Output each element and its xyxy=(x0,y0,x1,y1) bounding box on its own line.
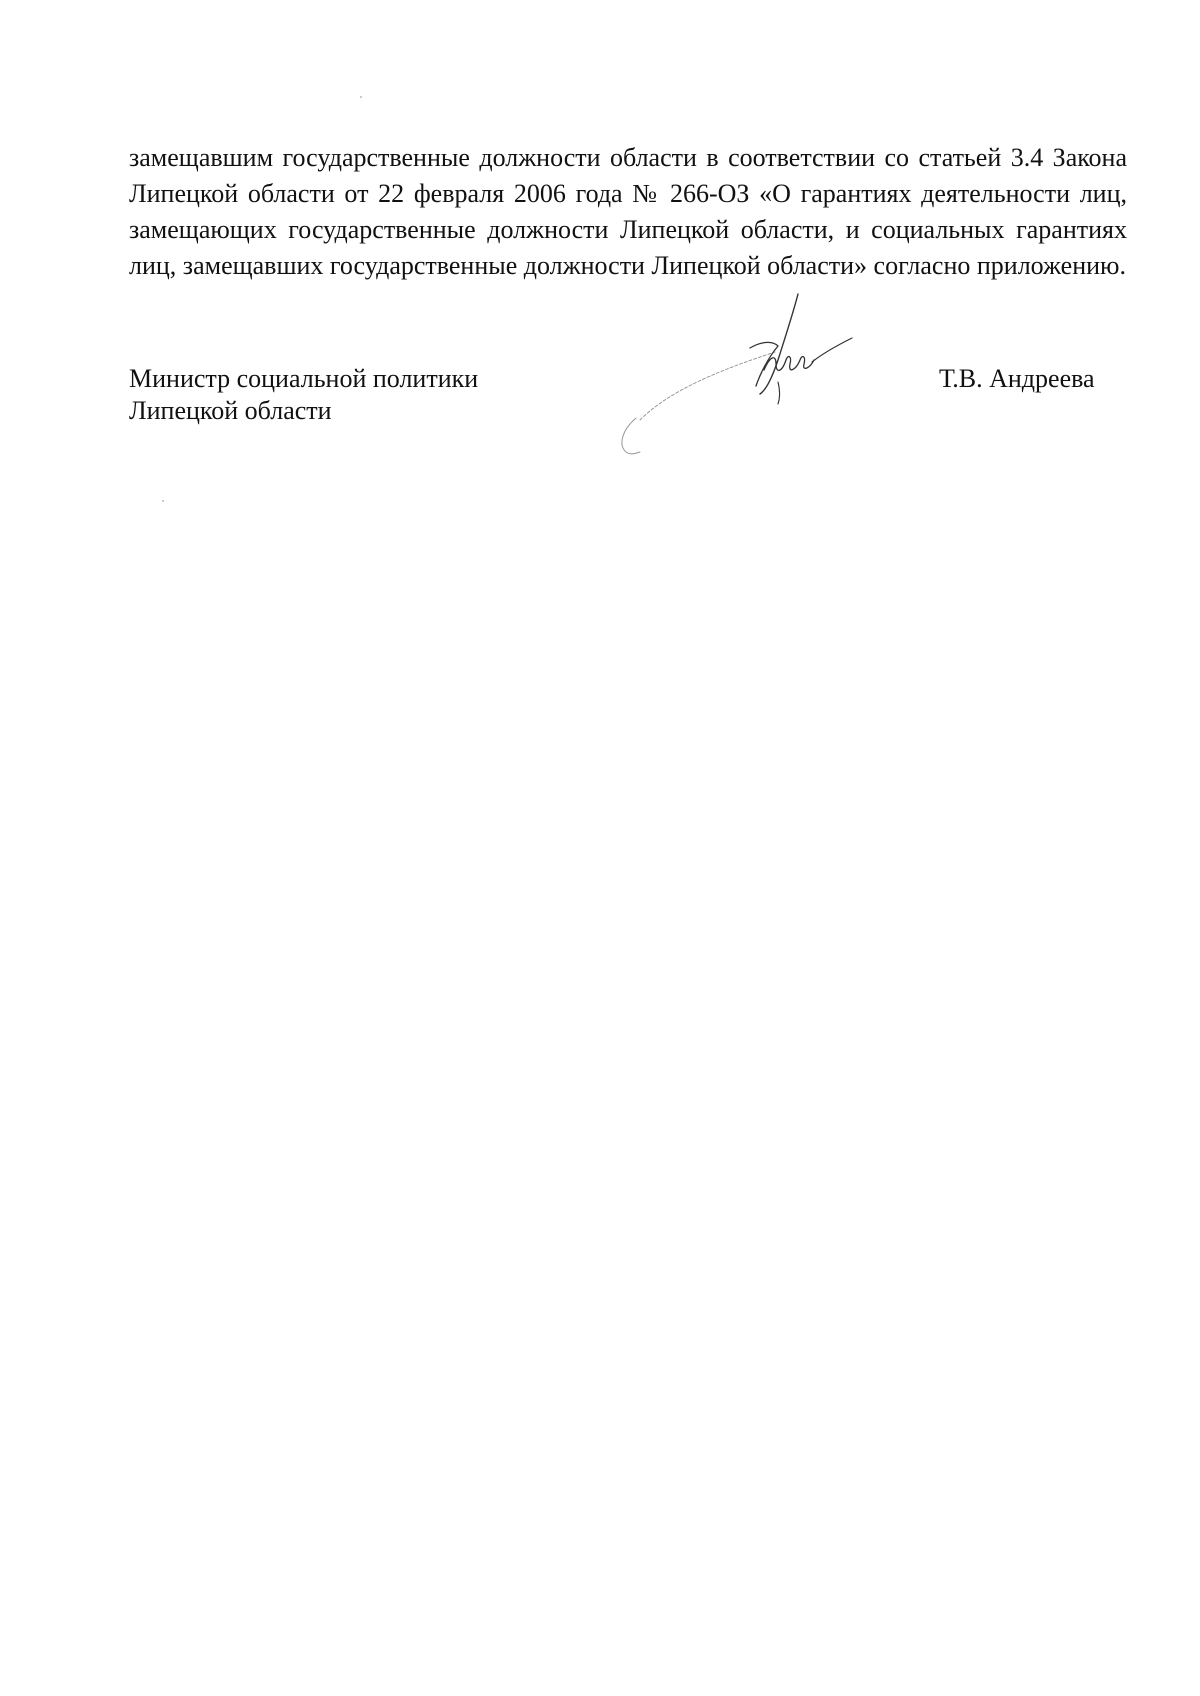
body-paragraph: замещавшим государственные должности области в соответствии со статьей 3.4 Закона Липецкой области от 22 февраля 2006 года № 266-ОЗ «О гарантиях деятельности лиц, замещающих государственные должности Липецкой области, и социальных гарантиях лиц, замещавших государственные должности Липецкой области» согласно приложению. xyxy=(129,143,1127,280)
signatory-name: Т.В. Андреева xyxy=(939,364,1095,393)
scan-speck xyxy=(162,500,164,502)
signatory-position xyxy=(129,363,478,427)
signatory-position-line2: Липецкой области xyxy=(129,396,332,425)
scan-speck xyxy=(360,96,362,98)
signature-icon xyxy=(600,290,920,480)
signatory-position-line1: Министр социальной политики xyxy=(129,364,479,393)
